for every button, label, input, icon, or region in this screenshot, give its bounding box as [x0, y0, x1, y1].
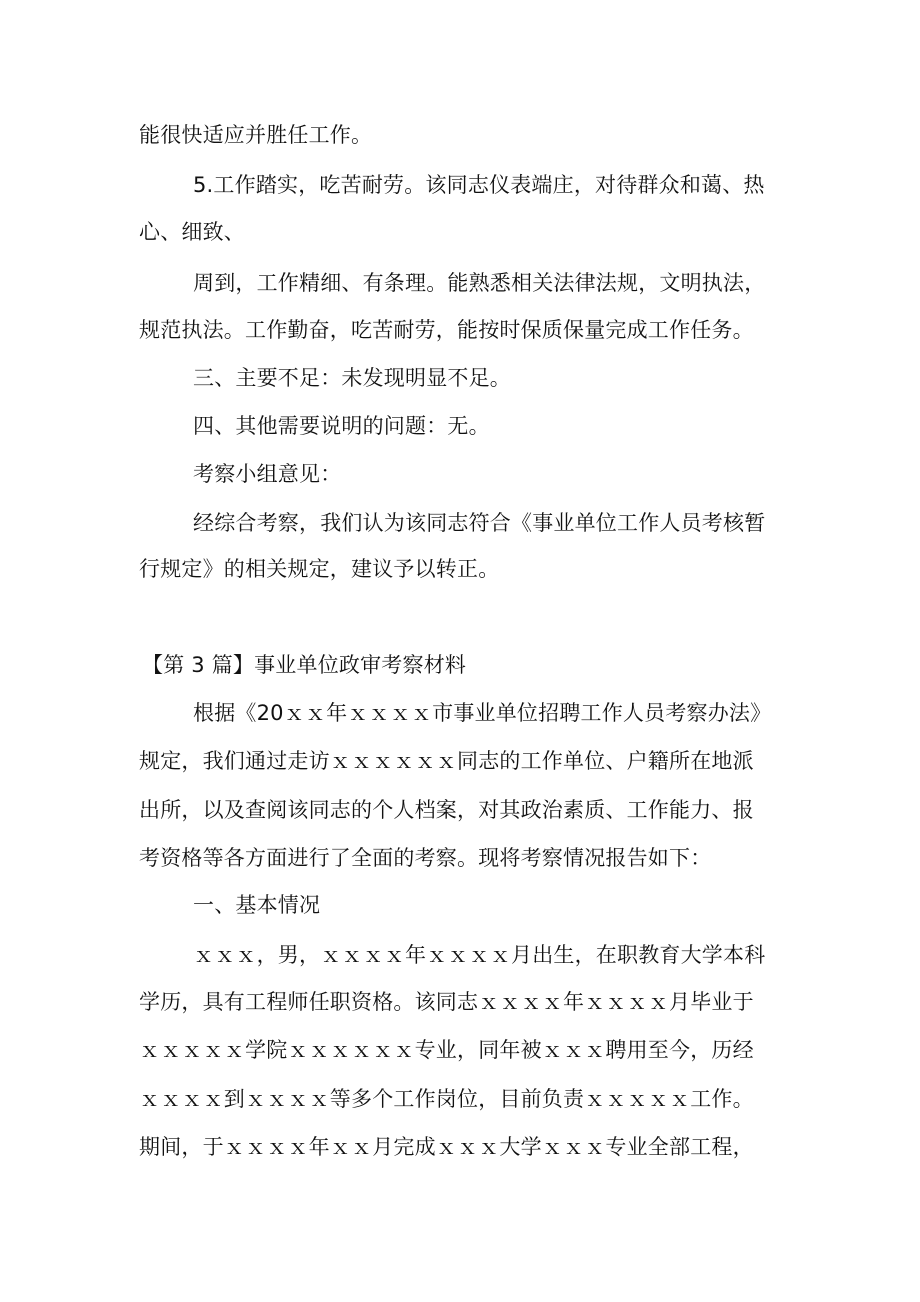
text-line: 期间，于ｘｘｘｘ年ｘｘ月完成ｘｘｘ大学ｘｘｘ专业全部工程，: [139, 1135, 754, 1159]
text-line: 考资格等各方面进行了全面的考察。现将考察情况报告如下：: [139, 846, 712, 870]
text-line: 规范执法。工作勤奋，吃苦耐劳，能按时保质保量完成工作任务。: [139, 318, 754, 342]
section-heading: 一、基本情况: [193, 893, 321, 917]
text-line: 行规定》的相关规定，建议予以转正。: [139, 557, 500, 581]
text-line: ｘｘｘ，男，ｘｘｘｘ年ｘｘｘｘ月出生，在职教育大学本科: [193, 943, 766, 967]
article-title: 【第 3 篇】事业单位政审考察材料: [142, 653, 467, 677]
text-line: 能很快适应并胜任工作。: [139, 123, 373, 147]
text-line: 周到，工作精细、有条理。能熟悉相关法律法规，文明执法，: [193, 271, 766, 295]
text-line: ｘｘｘｘｘ学院ｘｘｘｘｘｘ专业，同年被ｘｘｘ聘用至今，历经: [139, 1038, 754, 1062]
text-line: 根据《20ｘｘ年ｘｘｘｘ市事业单位招聘工作人员考察办法》: [193, 701, 772, 725]
text-line: 考察小组意见：: [193, 462, 342, 486]
text-line: 心、细致、: [139, 220, 245, 244]
text-line: 规定，我们通过走访ｘｘｘｘｘｘ同志的工作单位、户籍所在地派: [139, 749, 754, 773]
text-line: 经综合考察，我们认为该同志符合《事业单位工作人员考核暂: [193, 511, 766, 535]
text-line: ｘｘｘｘ到ｘｘｘｘ等多个工作岗位，目前负责ｘｘｘｘｘ工作。: [139, 1087, 754, 1111]
section-heading: 四、其他需要说明的问题：无。: [193, 414, 490, 438]
section-heading: 三、主要不足：未发现明显不足。: [193, 366, 511, 390]
text-line: 出所，以及查阅该同志的个人档案，对其政治素质、工作能力、报: [139, 798, 754, 822]
text-line: 5.工作踏实，吃苦耐劳。该同志仪表端庄，对待群众和蔼、热: [193, 173, 765, 197]
text-line: 学历，具有工程师任职资格。该同志ｘｘｘｘ年ｘｘｘｘ月毕业于: [139, 990, 754, 1014]
